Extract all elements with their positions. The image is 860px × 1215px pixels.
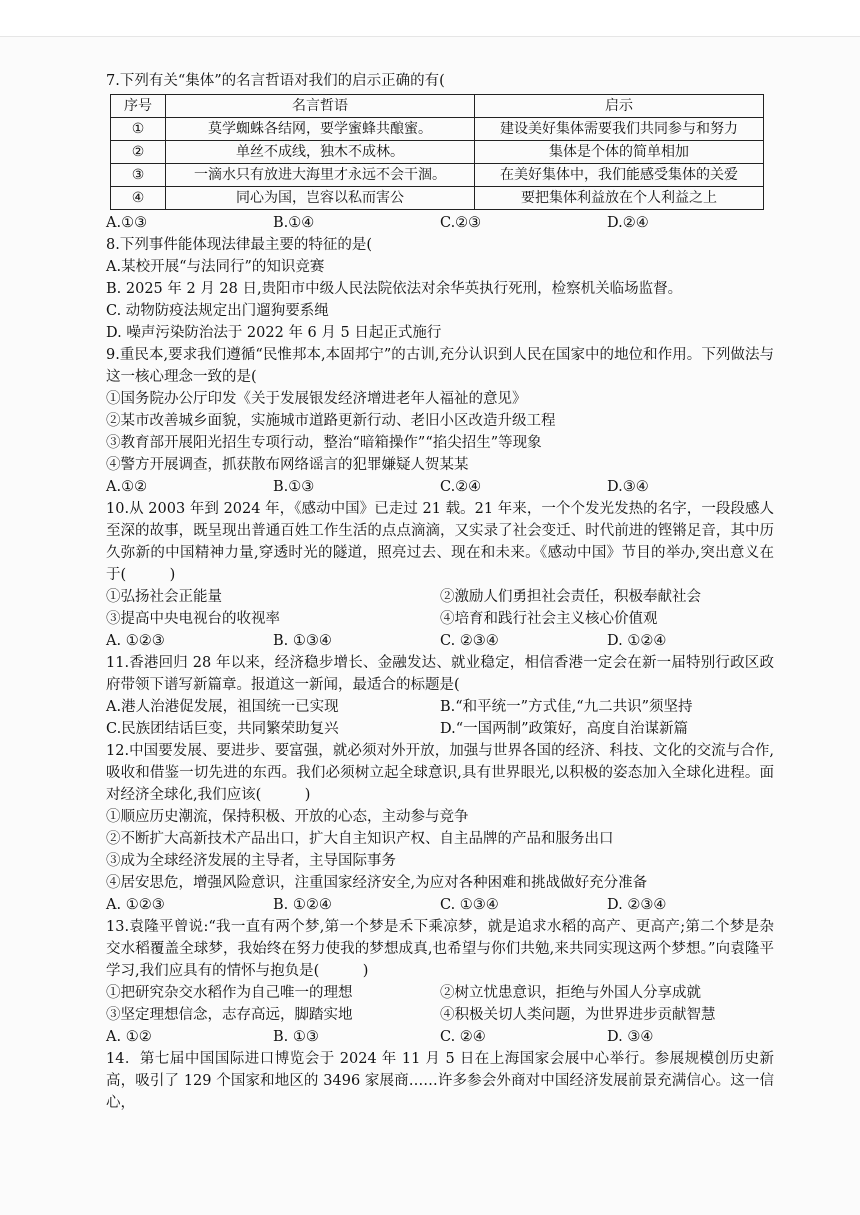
option-c: C. ①③④ <box>440 897 499 913</box>
option-d: D. ②③④ <box>607 897 667 913</box>
option-c: C. ②③④ <box>440 633 499 649</box>
q7-header-quote: 名言哲语 <box>166 95 475 118</box>
option-b: B. ①③④ <box>273 633 332 649</box>
row-lesson: 建设美好集体需要我们共同参与和努力 <box>475 118 764 141</box>
option-a: A. ①② <box>106 1029 152 1045</box>
q7-header-lesson: 启示 <box>475 95 764 118</box>
q12-item-3: ③成为全球经济发展的主导者，主导国际事务 <box>106 853 396 869</box>
option-a: A. ①②③ <box>106 897 165 913</box>
q11-stem: 11.香港回归 28 年以来，经济稳步增长、金融发达、就业稳定，相信香港一定会在新一届特别行政区政府带领下谱写新篇章。报道这一新闻，最适合的标题是( <box>106 655 774 693</box>
q13-options <box>106 1026 774 1048</box>
q7-stem: 7.下列有关“集体”的名言哲语对我们的启示正确的有( <box>106 73 445 89</box>
q10-item-2: ②激励人们勇担社会责任，积极奉献社会 <box>440 589 701 605</box>
q7-header-no: 序号 <box>111 95 166 118</box>
q9-stem: 9.重民本,要求我们遵循“民惟邦本,本固邦宁”的古训,充分认识到人民在国家中的地位和作用。下列做法与这一核心理念一致的是( <box>106 347 774 385</box>
q9-item-3: ③教育部开展阳光招生专项行动，整治“暗箱操作”“掐尖招生”等现象 <box>106 435 542 451</box>
q9-item-1: ①国务院办公厅印发《关于发展银发经济增进老年人福祉的意见》 <box>106 391 527 407</box>
q13-items-row-1 <box>106 982 774 1004</box>
option-b: B.①④ <box>273 215 315 231</box>
q8-option-a: A.某校开展“与法同行”的知识竞赛 <box>106 259 325 275</box>
q13-item-2: ②树立忧患意识，拒绝与外国人分享成就 <box>440 985 701 1001</box>
q12-stem: 12.中国要发展、要进步、要富强，就必须对外开放，加强与世界各国的经济、科技、文化的交流与合作,吸收和借鉴一切先进的东西。我们必须树立起全球意识,具有世界眼光,以积极的姿态加入全球化进程。面对经济全球化,我们应该( ) <box>106 743 774 803</box>
q8-option-d: D. 噪声污染防治法于 2022 年 6 月 5 日起正式施行 <box>106 325 442 341</box>
q9-item-2: ②某市改善城乡面貌，实施城市道路更新行动、老旧小区改造升级工程 <box>106 413 556 429</box>
q14-stem: 14．第七届中国国际进口博览会于 2024 年 11 月 5 日在上海国家会展中心举行。参展规模创历史新高，吸引了 129 个国家和地区的 3496 家展商……许多参会外商对中国经济发展前景充满信心。这一信心， <box>106 1051 774 1111</box>
option-a: A.①② <box>106 479 148 495</box>
option-d: D. ①②④ <box>607 633 667 649</box>
option-a: A.港人治港促发展，祖国统一已实现 <box>106 699 339 715</box>
q11-options-row-2 <box>106 718 774 740</box>
q13-item-1: ①把研究杂交水稻作为自己唯一的理想 <box>106 985 353 1001</box>
option-d: D.②④ <box>607 215 649 231</box>
row-lesson: 要把集体利益放在个人利益之上 <box>475 187 764 210</box>
option-b: B.①③ <box>273 479 315 495</box>
table-row <box>111 164 764 187</box>
option-b: B. ①②④ <box>273 897 332 913</box>
scan-top-edge <box>0 0 860 37</box>
q7-options <box>106 212 774 234</box>
q9-item-4: ④警方开展调查，抓获散布网络谣言的犯罪嫌疑人贺某某 <box>106 457 469 473</box>
option-b: B. ①③ <box>273 1029 319 1045</box>
q7-table <box>110 94 764 210</box>
row-lesson: 集体是个体的简单相加 <box>475 141 764 164</box>
option-d: D. ③④ <box>607 1029 654 1045</box>
table-row <box>111 187 764 210</box>
q10-item-3: ③提高中央电视台的收视率 <box>106 611 280 627</box>
row-quote: 单丝不成线，独木不成林。 <box>166 141 475 164</box>
row-quote: 同心为国，岂容以私而害公 <box>166 187 475 210</box>
row-no: ② <box>111 141 166 164</box>
option-b: B.“和平统一”方式佳,“九二共识”须坚持 <box>440 699 693 715</box>
row-no: ① <box>111 118 166 141</box>
option-a: A. ①②③ <box>106 633 165 649</box>
q13-item-4: ④积极关切人类问题，为世界进步贡献智慧 <box>440 1007 716 1023</box>
q10-stem: 10.从 2003 年到 2024 年，《感动中国》已走过 21 载。21 年来，一个个发光发热的名字，一段段感人至深的故事，既呈现出普通百姓工作生活的点点滴滴，又实录了社会变迁、时代前进的铿锵足音，其中历久弥新的中国精神力量,穿透时光的隧道，照亮过去、现在和未来。《感动中国》节目的举办,突出意义在于( ) <box>106 501 774 583</box>
q10-item-1: ①弘扬社会正能量 <box>106 589 222 605</box>
q8-stem: 8.下列事件能体现法律最主要的特征的是( <box>106 237 372 253</box>
q12-item-2: ②不断扩大高新技术产品出口，扩大自主知识产权、自主品牌的产品和服务出口 <box>106 831 614 847</box>
row-quote: 莫学蜘蛛各结网，要学蜜蜂共酿蜜。 <box>166 118 475 141</box>
q13-stem: 13.袁隆平曾说:“我一直有两个梦,第一个梦是禾下乘凉梦，就是追求水稻的高产、更高产;第二个梦是杂交水稻覆盖全球梦，我始终在努力使我的梦想成真,也希望与你们共勉,来共同实现这两个梦想。”向袁隆平学习,我们应具有的情怀与抱负是( ) <box>106 919 774 979</box>
option-d: D.③④ <box>607 479 649 495</box>
table-row <box>111 118 764 141</box>
q10-items-row-2 <box>106 608 774 630</box>
q13-items-row-2 <box>106 1004 774 1026</box>
q11-options-row-1 <box>106 696 774 718</box>
q12-item-1: ①顺应历史潮流，保持积极、开放的心态，主动参与竞争 <box>106 809 469 825</box>
row-lesson: 在美好集体中，我们能感受集体的关爱 <box>475 164 764 187</box>
row-no: ③ <box>111 164 166 187</box>
option-c: C.②③ <box>440 215 482 231</box>
q8-option-b: B. 2025 年 2 月 28 日,贵阳市中级人民法院依法对余华英执行死刑，检察机关临场监督。 <box>106 281 683 297</box>
q12-item-4: ④居安思危，增强风险意识，注重国家经济安全,为应对各种困难和挑战做好充分准备 <box>106 875 648 891</box>
q9-options <box>106 476 774 498</box>
q8-option-c: C. 动物防疫法规定出门遛狗要系绳 <box>106 303 329 319</box>
q10-items-row-1 <box>106 586 774 608</box>
option-a: A.①③ <box>106 215 148 231</box>
q13-item-3: ③坚定理想信念，志存高远，脚踏实地 <box>106 1007 353 1023</box>
q10-options <box>106 630 774 652</box>
option-c: C.民族团结话巨变，共同繁荣助复兴 <box>106 721 339 737</box>
option-c: C.②④ <box>440 479 482 495</box>
option-c: C. ②④ <box>440 1029 486 1045</box>
option-d: D.“一国两制”政策好，高度自治谋新篇 <box>440 721 689 737</box>
exam-content <box>106 70 774 1114</box>
row-quote: 一滴水只有放进大海里才永远不会干涸。 <box>166 164 475 187</box>
table-row <box>111 141 764 164</box>
q10-item-4: ④培育和践行社会主义核心价值观 <box>440 611 658 627</box>
q12-options <box>106 894 774 916</box>
row-no: ④ <box>111 187 166 210</box>
q7-table-header <box>111 95 764 118</box>
